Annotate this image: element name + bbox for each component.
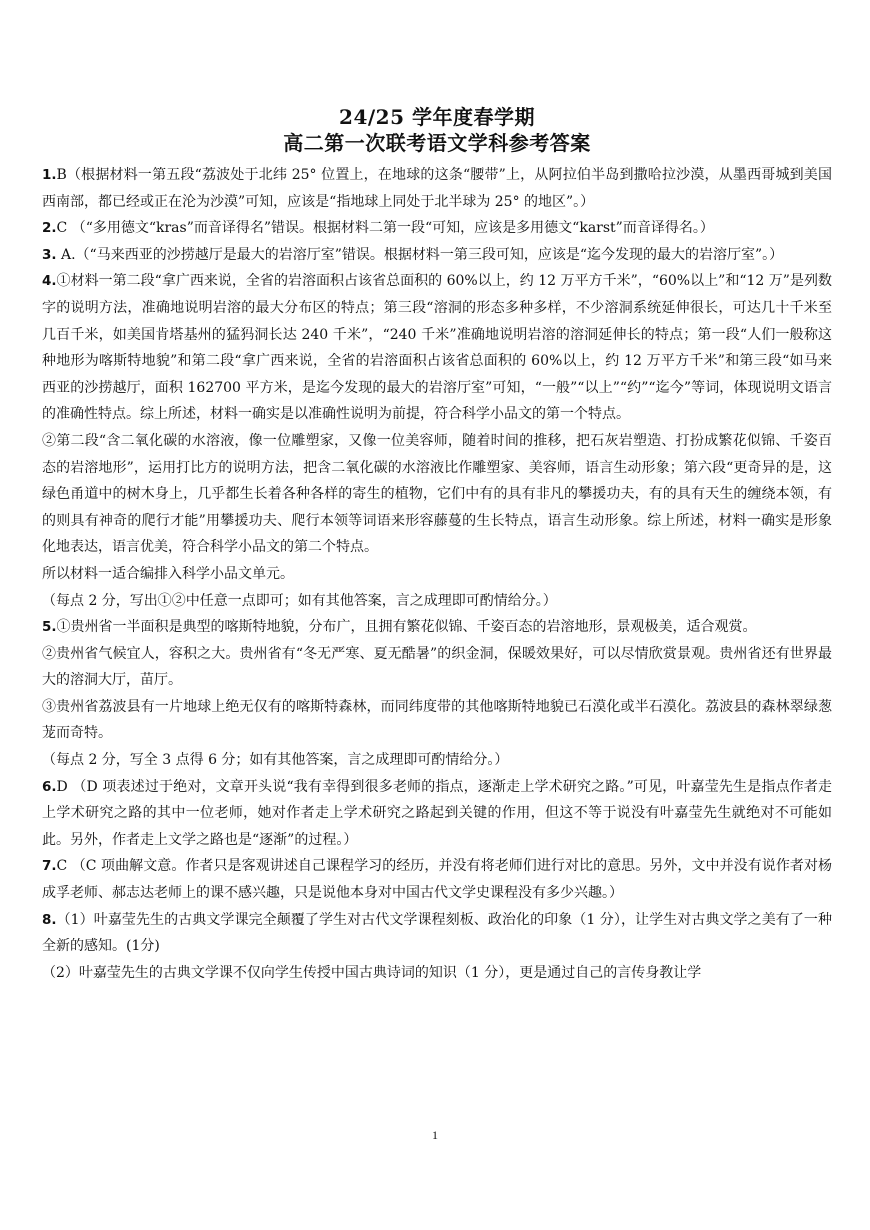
answer-number: 1. — [42, 167, 57, 183]
answer-text: C （“多用德文“kras”而音译得名”错误。根据材料二第一段“可知，应该是多用德文“karst”而音译得名。） — [56, 220, 714, 237]
header-title: 高二第一次联考语文学科参考答案 — [283, 131, 591, 155]
answer-text: （2）叶嘉莹先生的古典文学课不仅向学生传授中国古典诗词的知识（1 分），更是通过自己的言传身教让学 — [42, 964, 702, 981]
answer-text: ①材料一第二段“拿广西来说，全省的岩溶面积占该省总面积的 60%以上，约 12 万平方千米”，“60%以上”和“12 万”是列数字的说明方法，准确地说明岩溶的最大分布区的特点；第三段“溶洞的形态多种多样，不少溶洞系统延伸很长，可达几十千米至几百千米，如美国肯塔基州的猛犸洞长达 240 千米”，“240 千米”准确地说明岩溶的溶洞延伸长的特点；第一段“人们一般称这种地形为喀斯特地貌”和第二段“拿广西来说，全省的岩溶面积占该省总面积的 60%以上，约 12 万平方千米”和第三段“如马来西亚的沙捞越厅，面积 162700 平方米，是迄今发现的最大的岩溶厅室”可知，“一般”“以上”“约”“迄今”等词，体现说明文语言的准确性特点。综上所述，材料一确实是以准确性说明为前提，符合科学小品文的第一个特点。 — [42, 273, 832, 423]
answer-4-scoring — [42, 588, 832, 615]
answer-5-scoring — [42, 747, 832, 774]
answer-4-point-2 — [42, 428, 832, 561]
answer-text: （每点 2 分，写全 3 点得 6 分；如有其他答案，言之成理即可酌情给分。） — [42, 752, 509, 769]
answer-8-point-1 — [42, 907, 832, 960]
answer-number: 4. — [42, 273, 57, 290]
answer-4-point-1 — [42, 268, 832, 428]
answer-text: A.（“马来西亚的沙捞越厅是最大的岩溶厅室”错误。根据材料一第三段可知，应该是“迄今发现的最大的岩溶厅室”。） — [56, 246, 784, 263]
answer-text: 所以材料一适合编排入科学小品文单元。 — [42, 565, 294, 582]
header-semester: 24/25 学年度春学期 — [339, 105, 535, 129]
answer-text: C （C 项曲解文意。作者只是客观讲述自己课程学习的经历，并没有将老师们进行对比的意思。另外，文中并没有说作者对杨成孚老师、郝志达老师上的课不感兴趣，只是说他本身对中国古代文学史课程没有多少兴趣。） — [42, 858, 832, 902]
answer-3 — [42, 242, 832, 269]
answer-1 — [42, 162, 832, 215]
answer-4-conclusion — [42, 561, 832, 588]
answer-text: （每点 2 分，写出①②中任意一点即可；如有其他答案，言之成理即可酌情给分。） — [42, 592, 557, 609]
answer-text: ②第二段“含二氧化碳的水溶液，像一位雕塑家，又像一位美容师，随着时间的推移，把石灰岩塑造、打扮成繁花似锦、千姿百态的岩溶地形”，运用打比方的说明方法，把含二氧化碳的水溶液比作雕塑家、美容师，语言生动形象；第六段“更奇异的是，这绿色甬道中的树木身上，几乎都生长着各种各样的寄生的植物，它们中有的具有非凡的攀援功夫，有的具有天生的缠绕本领，有的则具有神奇的爬行才能”用攀援功夫、爬行本领等词语来形容藤蔓的生长特点，语言生动形象。综上所述，材料一确实是形象化地表达，语言优美，符合科学小品文的第二个特点。 — [42, 432, 832, 556]
answer-2 — [42, 215, 832, 242]
answer-text: D （D 项表述过于绝对，文章开头说“我有幸得到很多老师的指点，逐渐走上学术研究之路。”可见，叶嘉莹先生是指点作者走上学术研究之路的其中一位老师，她对作者走上学术研究之路起到关键的作用，但这不等于说没有叶嘉莹先生就绝对不可能如此。另外，作者走上文学之路也是“逐渐”的过程。） — [42, 778, 832, 848]
document-page — [42, 104, 832, 986]
answers-body — [42, 162, 832, 986]
answer-7 — [42, 853, 832, 906]
answer-5-point-1 — [42, 614, 832, 641]
answer-text: B（根据材料一第五段“荔波处于北纬 25° 位置上，在地球的这条“腰带”上，从阿拉伯半岛到撒哈拉沙漠，从墨西哥城到美国西南部，都已经或正在沦为沙漠”可知，应该是“指地球上同处于北半球为 25° 的地区”。） — [42, 167, 832, 210]
answer-text: （1）叶嘉莹先生的古典文学课完全颠覆了学生对古代文学课程刻板、政治化的印象（1 分），让学生对古典文学之美有了一种全新的感知。(1分) — [42, 911, 832, 955]
answer-5-point-3 — [42, 694, 832, 747]
answer-number: 8. — [42, 911, 57, 928]
answer-number: 5. — [42, 619, 57, 636]
answer-6 — [42, 774, 832, 854]
answer-text: ②贵州省气候宜人，容积之大。贵州省有“冬无严寒、夏无酷暑”的织金洞，保暖效果好，可以尽情欣赏景观。贵州省还有世界最大的溶洞大厅，苗厅。 — [42, 645, 832, 689]
answer-text: ①贵州省一半面积是典型的喀斯特地貌，分布广，且拥有繁花似锦、千姿百态的岩溶地形，景观极美，适合观赏。 — [56, 619, 757, 636]
answer-number: 3. — [42, 246, 57, 263]
answer-number: 7. — [42, 858, 57, 875]
answer-number: 2. — [42, 220, 57, 237]
answer-8-point-2 — [42, 960, 832, 987]
answer-5-point-2 — [42, 641, 832, 694]
answer-text: ③贵州省荔波县有一片地球上绝无仅有的喀斯特森林，而同纬度带的其他喀斯特地貌已石漠化或半石漠化。荔波县的森林翠绿葱茏而奇特。 — [42, 698, 832, 742]
answer-number: 6. — [42, 778, 57, 795]
page-number: 1 — [432, 1128, 438, 1142]
